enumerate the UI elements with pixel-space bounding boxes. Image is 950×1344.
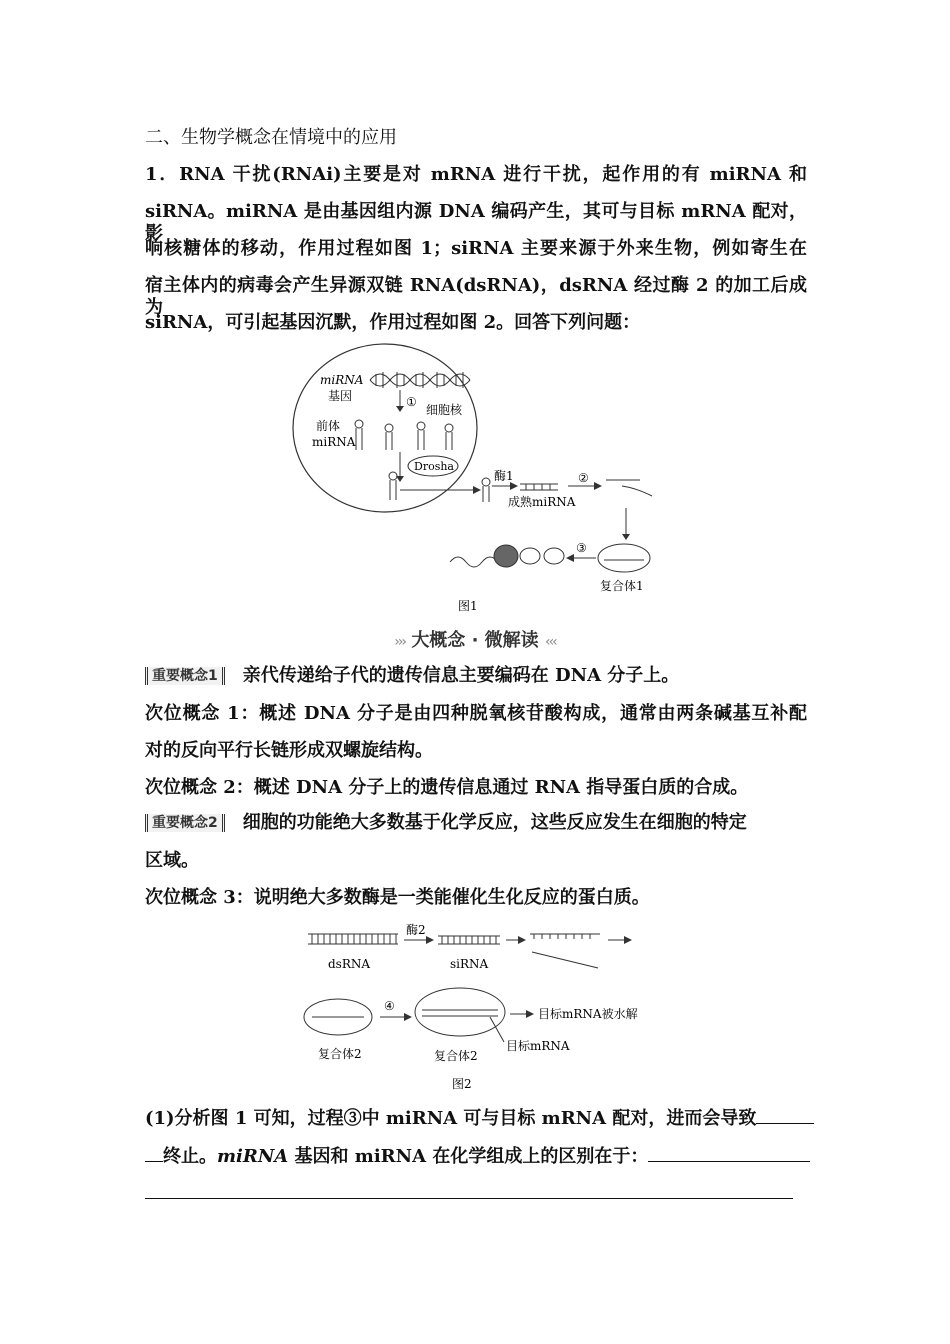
sub-concept-3: 次位概念 3：说明绝大多数酶是一类能催化生化反应的蛋白质。 (145, 887, 650, 908)
figure-1-diagram (290, 340, 670, 615)
mrna-strand (450, 557, 498, 567)
banner-left-arrows-icon: ››› (394, 634, 406, 650)
exported-hairpin (482, 478, 490, 502)
complex2-label-a: 复合体2 (318, 1047, 362, 1061)
key-concept-2 (145, 812, 807, 834)
step4-label: ④ (384, 999, 395, 1013)
key-concept-1-tag: 重要概念1 (145, 667, 225, 685)
dsrna-strand (308, 934, 398, 944)
sub-question-1-line-2 (145, 1145, 807, 1168)
sub-question-1-text-2: 基因和 miRNA 在化学组成上的区别在于： (288, 1146, 649, 1167)
complex2-right-ellipse (415, 988, 505, 1036)
mature-mirna (520, 484, 558, 490)
unwound-sirna (530, 934, 600, 968)
sub-concept-1-line-1: 次位概念 1：概述 DNA 分子是由四种脱氧核苷酸构成，通常由两条碱基互补配 (145, 703, 807, 724)
mirna-gene-label: miRNA (320, 373, 364, 387)
pre-mirna-hairpin (389, 472, 397, 500)
dna-helix (370, 372, 470, 388)
drosha-label: Drosha (414, 460, 454, 473)
answer-blank-1a[interactable] (756, 1107, 814, 1124)
question-1-line-4: 宿主体内的病毒会产生异源双链 RNA(dsRNA)，dsRNA 经过酶 2 的加工后成为 (145, 275, 807, 318)
target-mrna-label: 目标mRNA (506, 1039, 570, 1053)
complex1-label: 复合体1 (600, 579, 644, 593)
nucleus-label: 细胞核 (426, 403, 463, 417)
question-1-line-3: 响核糖体的移动，作用过程如图 1；siRNA 主要来源于外来生物，例如寄生在 (145, 238, 807, 259)
precursor-label-a: 前体 (316, 419, 341, 433)
section-heading: 二、生物学概念在情境中的应用 (145, 127, 397, 148)
question-1-line-2: siRNA。miRNA 是由基因组内源 DNA 编码产生，其可与目标 mRNA 配对，影 (145, 201, 807, 244)
figure2-caption: 图2 (452, 1077, 472, 1091)
key-concept-1 (145, 665, 807, 687)
figure-2-diagram (300, 920, 670, 1095)
figure1-caption: 图1 (458, 599, 478, 613)
key-concept-1-text: 亲代传递给子代的遗传信息主要编码在 DNA 分子上。 (242, 665, 680, 686)
complex2-label-b: 复合体2 (434, 1049, 478, 1063)
concept-banner (0, 626, 950, 652)
target-hydrolyzed-label: 目标mRNA被水解 (538, 1007, 638, 1021)
key-concept-2-text: 细胞的功能绝大多数基于化学反应，这些反应发生在细胞的特定 (242, 812, 747, 833)
unwound-mirna (606, 480, 652, 496)
question-1-line-1: 1．RNA 干扰(RNAi)主要是对 mRNA 进行干扰，起作用的有 miRNA 和 (145, 164, 807, 185)
precursor-label-b: miRNA (312, 435, 356, 449)
key-concept-2-tag: 重要概念2 (145, 814, 225, 832)
sub-concept-1-line-2: 对的反向平行长链形成双螺旋结构。 (145, 740, 433, 761)
sirna-label: siRNA (450, 957, 489, 971)
answer-blank-1b[interactable] (145, 1145, 163, 1162)
step2-label: ② (578, 471, 589, 485)
sub-concept-2: 次位概念 2：概述 DNA 分子上的遗传信息通过 RNA 指导蛋白质的合成。 (145, 777, 749, 798)
mirna-gene-italic: miRNA (217, 1146, 289, 1167)
answer-blank-2a[interactable] (648, 1145, 810, 1162)
dsrna-label: dsRNA (328, 957, 371, 971)
sub-question-1-text: (1)分析图 1 可知，过程③中 miRNA 可与目标 mRNA 配对，进而会导致 (145, 1108, 757, 1129)
step3-label: ③ (576, 541, 587, 555)
sub-question-1-line-3 (145, 1182, 807, 1205)
precursor-hairpins (355, 420, 453, 450)
sirna-strand (438, 936, 500, 944)
banner-title: 大概念 · 微解读 (411, 630, 539, 651)
complex1-ellipse (598, 544, 650, 572)
enzyme2-label: 酶2 (406, 923, 426, 937)
enzyme1-label: 酶1 (494, 469, 514, 483)
mature-mirna-label: 成熟miRNA (508, 495, 576, 509)
question-1-line-5: siRNA，可引起基因沉默，作用过程如图 2。回答下列问题： (145, 312, 641, 333)
step1-label: ① (406, 395, 417, 409)
key-concept-2-line-2: 区域。 (145, 850, 199, 871)
sub-question-1-end-text: 终止。 (163, 1146, 217, 1167)
sub-question-1-line-1 (145, 1107, 807, 1130)
ribosome-icon (494, 545, 518, 567)
answer-blank-2b[interactable] (145, 1182, 793, 1199)
gene-label: 基因 (328, 389, 353, 403)
banner-right-arrows-icon: ‹‹‹ (544, 634, 556, 650)
